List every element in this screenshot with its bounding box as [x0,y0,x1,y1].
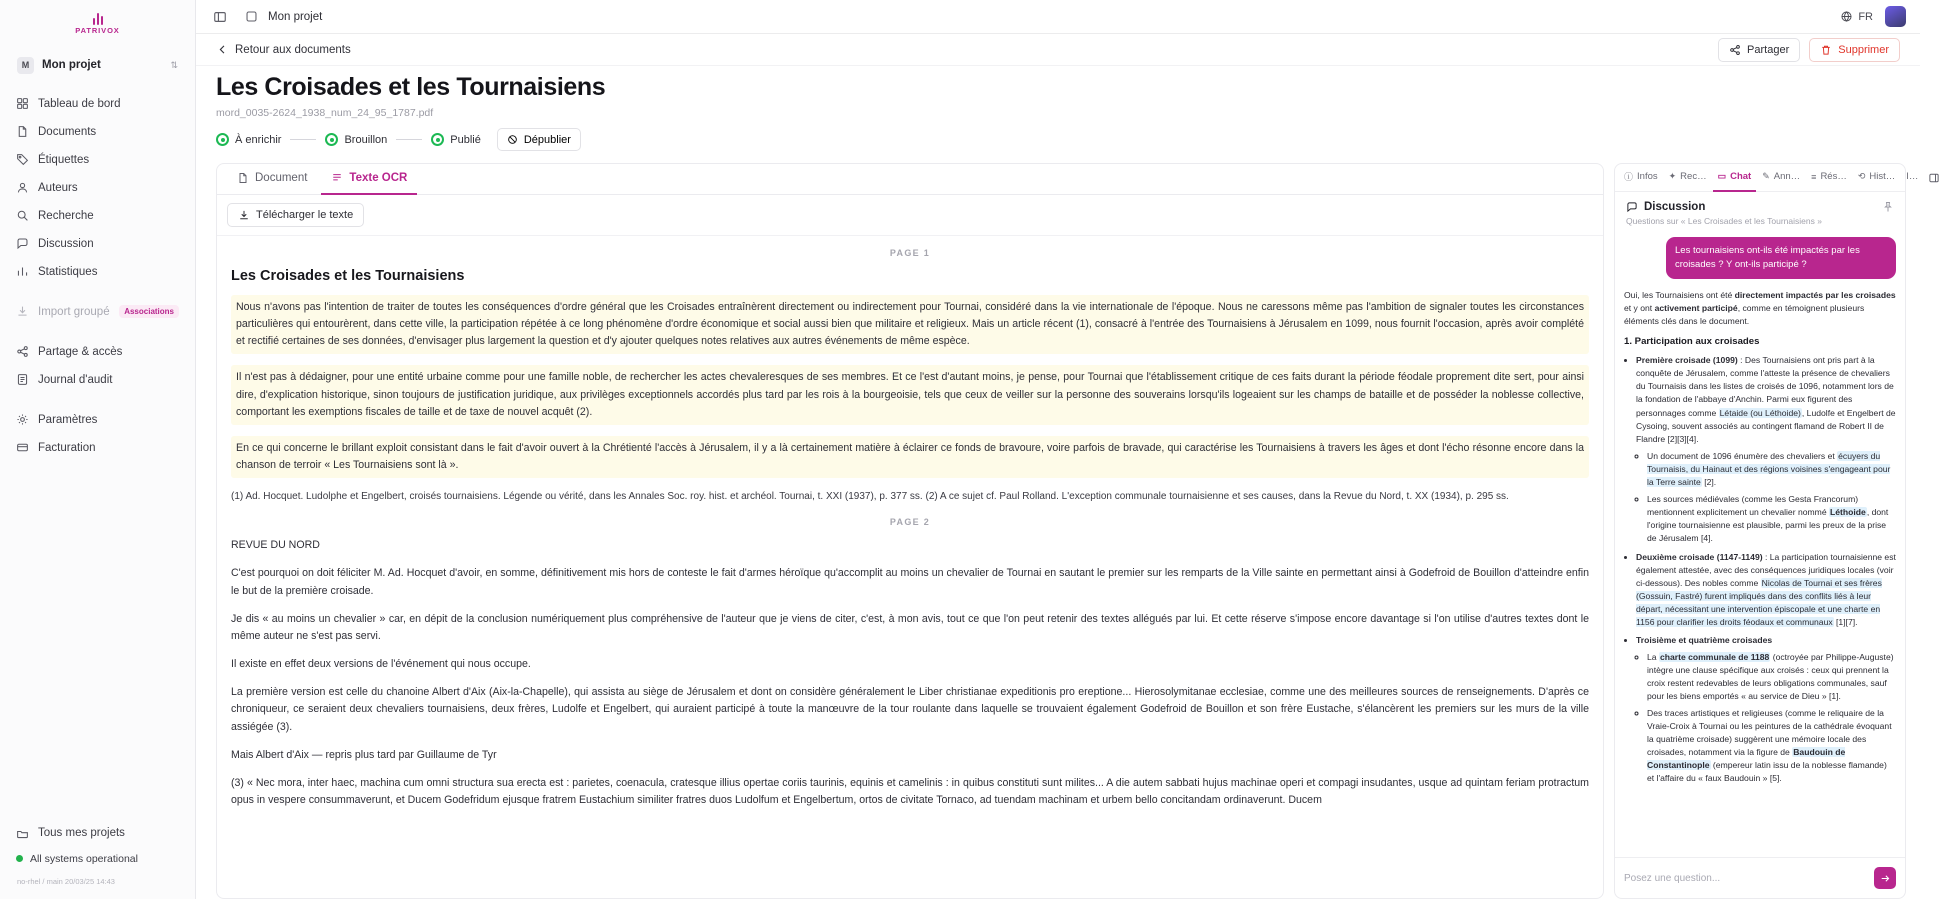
audit-icon [16,373,29,386]
download-label: Télécharger le texte [256,209,354,221]
sub-tail: (octroyée par Philippe-Auguste) intègre une clause spécifique aux croisés : ceux qui prennent la croix restent redevables de leurs obligations communales, sauf pour les biens emportés « au service de Dieu » [1]. [1647,651,1894,701]
answer-sub-bullet [1647,651,1896,703]
dashboard-icon [16,97,29,110]
sidebar-item-journal-audit[interactable] [8,366,187,393]
back-to-documents-button[interactable] [216,43,351,56]
pipeline-step-label: Publié [450,133,481,146]
summary-icon: ≡ [1811,171,1817,182]
share-icon [1729,44,1741,56]
rtab-label: Infos [1637,171,1658,182]
ocr-page-1 [217,268,1603,505]
sub-highlight: charte communale de 1188 [1659,651,1770,662]
chat-icon: ▭ [1717,171,1727,181]
tab-infos[interactable] [1619,164,1663,192]
rtab-label: Hist… [1869,171,1896,182]
eye-off-icon [507,134,518,145]
globe-icon [1840,10,1853,23]
answer-sub-bullet [1647,707,1896,785]
tab-more[interactable] [1901,164,1923,192]
ocr-paragraph: En ce qui concerne le brillant exploit consistant dans le fait d'avoir ouvert à la Chrétienté l'accès à Jérusalem, il y a là certainement matière à éclairer ce fonds de bravoure, voire parfois de bravade, qui caractérise les Tournaisiens à travers les âges et dont l'écho résonne encore dans la chanson de terroir « Les Tournaisiens sont là ». [231,436,1589,478]
pipeline-step-label: Brouillon [344,133,388,146]
rtab-label: Chat [1730,171,1752,182]
tab-label: Texte OCR [349,172,408,184]
share-label: Partager [1747,43,1790,56]
ocr-paragraph: La première version est celle du chanoine Albert d'Aix (Aix-la-Chapelle), qui assista au siège de Jérusalem et dont on considère généralement le Liber christianae expeditionis pro ereptione... Hierosolymitanae ecclesiae, comme une des meilleures sources de renseignements. D'après ce chroniqueur, ce seraient deux chevaliers tournaisiens, deux frères, Ludolfe et Engelbert, qui auraient participé à toute la manœuvre de la tour roulante dans laquelle se trouvaient également Godefroid de Bouillon et son frère Eustache, s'élancèrent les premiers sur les murs de la ville assiégée (3). [231,686,1589,733]
bullet-lead: Première croisade (1099) [1636,355,1738,366]
brand-name: PATRIVOX [75,25,120,35]
sidebar-item-parametres[interactable] [8,406,187,433]
page-title: Les Croisades et les Tournaisiens [216,73,606,101]
rtab-label: I… [1906,171,1919,182]
ocr-footnote: (1) Ad. Hocquet. Ludolphe et Engelbert, croisés tournaisiens. Légende ou vérité, dans les Annales Soc. roy. hist. et archéol. Tournai, t. XXI (1937), p. 377 ss. (2) A ce sujet cf. Paul Rolland. L'exception communale tournaisienne et ses causes, dans la Revue du Nord, t. XX (1934), p. 295 ss. [231,491,1509,503]
tab-annotations[interactable] [1757,164,1805,192]
sidebar-item-label: Étiquettes [38,153,90,166]
sub-highlight: écuyers du Tournaisis, du Hainaut et des régions voisines s'engageant pour la Terre sainte [1647,450,1891,487]
discussion-actions[interactable] [1882,201,1894,213]
search-icon [16,209,29,222]
sidebar-item-statistiques[interactable] [8,258,187,285]
sidebar-item-label: Journal d'audit [38,373,113,386]
check-circle-icon [325,133,338,146]
download-icon [238,209,250,221]
rtab-label: Ann… [1773,171,1801,182]
answer-sub-bullet [1647,493,1896,545]
import-badge: Associations [119,305,179,318]
tab-resume[interactable] [1806,164,1852,192]
project-icon [241,7,261,27]
sidebar-item-label: Documents [38,125,97,138]
right-panel-tab-actions [1924,168,1947,188]
pipeline-step-brouillon[interactable] [325,133,387,146]
sidebar-item-facturation[interactable] [8,434,187,461]
pipeline-step-a-enrichir[interactable] [216,133,281,146]
bullet-highlight: Nicolas de Tournai et ses frères (Gossuin, Fastré) furent impliqués dans des conflits liés à leur départ, nécessitant une intervention épiscopale et une charte en 1156 pour clarifier les droits féodaux et communaux [1636,578,1882,628]
discussion-title: Discussion [1644,201,1706,213]
bullet-text: : Des Tournaisiens ont pris part à la conquête de Jérusalem, comme l'atteste la présence de chevaliers du Tournaisis dans les listes de croisés de 1096, notamment lors de la fondation de l'abbaye d'Anchin. Parmi eux figurent des personnages comme [1636,355,1894,418]
bullet-highlight: Létaide (ou Léthoide) [1719,407,1801,418]
sub-text: Les sources médiévales (comme les Gesta Francorum) mentionnent explicitement un chevalier nommé [1647,493,1859,517]
bullet-tail: [1][7]. [1833,617,1858,628]
gear-icon [16,413,29,426]
chat-composer [1615,857,1905,898]
sidebar-item-label: Paramètres [38,413,98,426]
sidebar-item-partage-acces[interactable] [8,338,187,365]
check-circle-icon [216,133,229,146]
pipeline-step-label: À enrichir [235,133,282,146]
ocr-paragraph: (3) « Nec mora, inter haec, machina cum omni structura sua erecta est : parietes, coenacula, cratesque illius opertae coriis taurinis, equinis et camelinis : in quibus constituti sunt milites... A die autem sabbati hujus machinae operi et compagi insudantes, usque ad quintam feriam protractum opus in vespere consummaverunt, et Ducem Godefridum ejusque fratrem Eustachium similiter fratres duos Ludolfum et Engelbertum, ortos de civitate Tornaco, ad tuendam machinam et urbem bello concitandam ordinaverunt. Ducem [231,776,1589,806]
sidebar [0,0,196,899]
recommend-icon: ✦ [1668,171,1677,181]
sidebar-item-recherche[interactable] [8,202,187,229]
authors-icon [16,181,29,194]
ocr-paragraph: Nous n'avons pas l'intention de traiter de toutes les conséquences d'ordre général que les Croisades entraînèrent directement ou indirectement pour Tournai, considéré dans la vie internationale de l'époque. Nous ne caressons même pas l'ambition de signaler toutes les circonstances particulières qui entourèrent, dans cette ville, la participation répétée à ce long phénomène d'ordre économique et social aussi bien que militaire et religieux. Mais un article récent (1), consacré à l'entrée des Tournaisiens à Jérusalem en 1099, nous fournit l'occasion, après avoir complété et rectifié certaines de ses données, d'envisager plus largement la question et d'y ajouter quelques notes relatives aux autres événements de même espèce. [231,295,1589,354]
share-button[interactable] [1718,38,1800,62]
main-area [196,0,1920,899]
discussion-header [1615,192,1905,231]
file-icon [237,172,249,184]
check-circle-icon [431,133,444,146]
tab-recommandations[interactable] [1664,164,1712,192]
answer-intro-strong: directement impactés par les croisades [1734,289,1896,300]
answer-intro-part: Oui, les Tournaisiens ont été [1624,289,1735,300]
tab-label: Document [255,172,308,184]
stats-icon [16,265,29,278]
ocr-paragraph: Il existe en effet deux versions de l'événement qui nous occupe. [231,658,531,671]
ocr-scroll-area[interactable] [217,236,1603,898]
sidebar-footer [0,820,195,899]
tab-historique[interactable] [1853,164,1900,192]
tab-chat[interactable] [1713,164,1757,192]
build-info: no-rhel / main 20/03/25 14:43 [17,876,115,886]
info-icon: ⓘ [1624,172,1634,182]
delete-label: Supprimer [1838,43,1889,56]
sidebar-item-tableau-de-bord[interactable] [8,90,187,117]
text-icon [331,172,343,184]
unpublish-label: Dépublier [523,133,571,146]
status-dot-icon [16,855,23,862]
ocr-paragraph: Mais Albert d'Aix — repris plus tard par Guillaume de Tyr [231,748,497,761]
sidebar-item-label: Discussion [38,237,94,250]
answer-intro [1624,289,1896,328]
docbar-right [1718,38,1900,62]
chat-icon [1626,201,1638,213]
send-icon[interactable] [1874,867,1896,889]
bullet-lead: Deuxième croisade (1147-1149) [1636,552,1763,563]
sidebar-item-label: Facturation [38,441,96,454]
sidebar-item-label: Tableau de bord [38,97,121,110]
ocr-paragraph: Je dis « au moins un chevalier » car, en dépit de la conclusion numériquement plus compréhensive de l'auteur que je viens de citer, c'est, à mon avis, tout ce que l'on peut retenir des textes allégués par lui. Et cette réserve s'impose encore davantage si l'on utilise d'autres textes dont le même auteur ne s'est pas servi. [231,612,1589,642]
logo-icon [93,12,103,25]
sidebar-item-etiquettes[interactable] [8,146,187,173]
delete-button[interactable] [1809,38,1900,62]
tag-icon [16,153,29,166]
breadcrumb-label: Mon projet [268,10,323,23]
project-initial: M [17,57,34,74]
projects-icon [16,827,29,840]
rtab-label: Rés… [1820,171,1847,182]
sidebar-item-label: Auteurs [38,181,78,194]
sidebar-item-import-groupe[interactable] [8,298,187,325]
expand-panel-icon[interactable] [1924,168,1944,188]
answer-bullet-list [1636,354,1896,785]
sidebar-item-label: Tous mes projets [38,827,125,840]
bullet-tail: , Ludolfe et Engelbert de Cysoing, souvent associés au contingent flamand de Robert II de Flandre [2][3][4]. [1636,407,1896,444]
nav-separator-3 [8,394,187,405]
ocr-paragraph: C'est pourquoi on doit féliciter M. Ad. Hocquet d'avoir, en somme, définitivement mis hors de conteste le fait d'armes héroïque qu'accomplit au moins un chevalier de Tournai en sautant le premier sur les remparts de la Ville sainte en permettant ainsi à Godefroid de Bouillon d'atteindre enfin le but de la première croisade. [231,567,1589,597]
discussion-subtitle: Questions sur « Les Croisades et les Tournaisiens » [1626,216,1822,226]
topbar-right [1840,6,1906,27]
language-label: FR [1858,10,1873,23]
page-label-1: PAGE 1 [889,248,931,258]
answer-bullet [1636,354,1896,545]
ocr-toolbar [217,195,1603,236]
sub-tail: (empereur latin issu de la noblesse flamande) et l'affaire du « faux Baudouin » [5]. [1647,760,1887,784]
answer-bullet [1636,551,1896,629]
project-switcher[interactable] [10,50,185,80]
tab-texte-ocr[interactable] [321,164,417,195]
avatar[interactable] [1885,6,1906,27]
share-icon [16,345,29,358]
answer-sub-list [1647,450,1896,545]
sidebar-item-label: Statistiques [38,265,98,278]
sub-text: Un document de 1096 énumère des chevaliers et [1647,450,1838,461]
trash-icon [1820,44,1832,56]
chat-icon [16,237,29,250]
history-icon: ⟲ [1857,171,1866,181]
system-status[interactable] [8,847,187,871]
pipeline-connector [290,139,316,140]
answer-sub-list [1647,651,1896,786]
sidebar-nav [0,90,195,461]
chat-message-user: Les tournaisiens ont-ils été impactés par les croisades ? Y ont-ils participé ? [1666,237,1896,279]
sidebar-item-auteurs[interactable] [8,174,187,201]
sub-tail: [2]. [1701,476,1717,487]
sub-tail: , dont l'origine tournaisienne est plausible, parmi les preux de la prise de Jérusalem [4]. [1647,506,1889,544]
sub-text: Des traces artistiques et religieuses (comme le reliquaire de la Vraie-Croix à Tournai ou les peintures de la cathédrale évoquant la quatrième croisade) suggèrent une mémoire locale des croisades, notamment via la figure de [1647,707,1892,758]
sub-highlight: Léthoide [1830,506,1866,517]
language-selector[interactable] [1840,10,1873,23]
answer-bullet [1636,634,1896,786]
discussion-title-row [1626,201,1822,213]
pin-icon [1882,201,1894,213]
page-label-2: PAGE 2 [889,517,931,528]
tab-document[interactable] [227,164,317,195]
unpublish-button[interactable] [497,128,581,151]
sidebar-item-label: Recherche [38,209,94,222]
ocr-heading: Les Croisades et les Tournaisiens [231,268,465,284]
pipeline-step-publie[interactable] [431,133,481,146]
topbar [196,0,1920,34]
answer-intro-part: et y ont [1624,302,1655,313]
document-header [196,66,1920,151]
answer-section-title: 1. Participation aux croisades [1624,335,1760,347]
nav-separator-2 [8,326,187,337]
billing-icon [16,441,29,454]
ocr-paragraph: Il n'est pas à dédaigner, pour une entité urbaine comme pour une famille noble, de rechercher les actes chevaleresques de ses membres. Et ce l'est d'autant moins, je pense, pour Tournai que l'établissement critique de ces faits durant la période féodale proprement dite sert, pour ainsi dire, d'explication historique, sinon toujours de justification juridique, aux privilèges exceptionnels accordés plus tard par les rois à la bourgeoisie, tels que ceux de veiller sur la personne des souverains lorsqu'ils logeaient sur les champs de bataille et de posséder la noblesse collective, comportant les exemptions fiscales de taille et de taxe de nouvel acquêt (2). [231,365,1589,424]
sidebar-item-label: Import groupé [38,305,110,318]
status-pipeline [216,128,1900,151]
answer-intro-part: , comme en témoignent plusieurs éléments clés dans le document. [1624,302,1865,326]
back-label: Retour aux documents [235,43,351,56]
sidebar-item-documents[interactable] [8,118,187,145]
documents-icon [16,125,29,138]
document-tabs [217,164,1603,195]
document-panel [216,163,1604,899]
answer-intro-strong: activement participé [1654,302,1738,313]
right-panel-tabs [1615,164,1919,192]
pipeline-connector-2 [396,139,422,140]
breadcrumb[interactable] [241,7,322,27]
brand-logo[interactable] [0,0,195,42]
chat-input[interactable] [1624,866,1867,890]
ocr-page-2 [217,537,1603,809]
right-panel [1614,163,1919,899]
import-icon [16,305,29,318]
download-text-button[interactable] [227,203,364,227]
bullet-text: : La participation tournaisienne est également attestée, avec des conséquences juridiques locales (voir ci-dessous). Des nobles comme [1636,552,1896,589]
bullet-lead: Troisième et quatrième croisades [1636,634,1773,645]
sidebar-item-tous-mes-projets[interactable] [8,820,187,847]
chat-messages[interactable] [1615,231,1905,857]
sub-text: La [1647,651,1659,662]
chat-message-assistant [1624,289,1896,786]
sidebar-item-discussion[interactable] [8,230,187,257]
ocr-page2-heading: REVUE DU NORD [231,539,320,552]
sub-highlight: Baudouin de Constantinople [1647,747,1846,771]
answer-sub-bullet [1647,450,1896,489]
sidebar-item-label: Partage & accès [38,345,123,358]
annotation-icon: ✎ [1762,171,1770,181]
chevron-left-icon [216,43,229,56]
rtab-label: Rec… [1680,171,1707,182]
document-actionbar [196,34,1920,66]
document-filename: mord_0035-2624_1938_num_24_95_1787.pdf [216,107,434,119]
status-label: All systems operational [30,852,138,865]
content-area [196,151,1920,899]
chevron-updown-icon: ⇅ [170,59,178,70]
toggle-sidebar-icon[interactable] [210,7,230,27]
nav-separator [8,286,187,297]
project-name: Mon projet [42,59,101,71]
